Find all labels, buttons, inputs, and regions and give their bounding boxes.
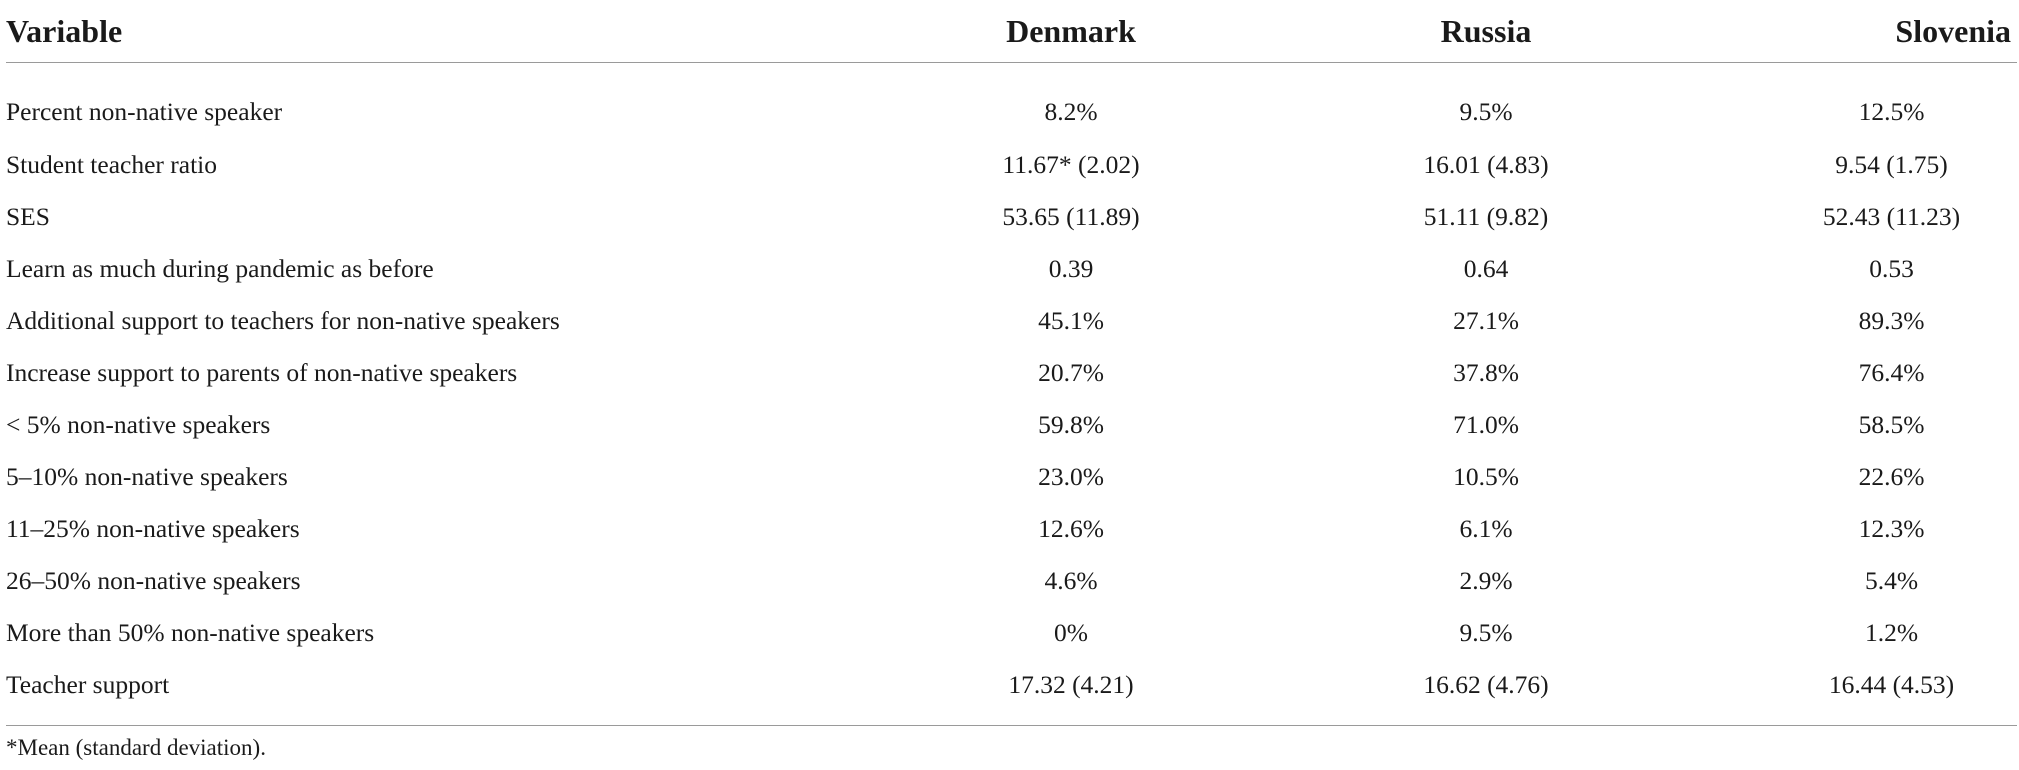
- table-footnote: *Mean (standard deviation).: [6, 735, 266, 760]
- cell-denmark: 11.67* (2.02): [1002, 150, 1140, 179]
- table-row: [6, 451, 2017, 503]
- cell-russia: 0.64: [1463, 254, 1509, 283]
- cell-denmark: 0%: [1054, 618, 1088, 647]
- table-body: [6, 63, 2017, 726]
- cell-russia: 2.9%: [1459, 566, 1513, 595]
- table-row: [6, 555, 2017, 607]
- cell-variable: Additional support to teachers for non-native speakers: [6, 306, 560, 335]
- cell-russia: 16.01 (4.83): [1423, 150, 1549, 179]
- cell-slovenia: 0.53: [1869, 254, 1914, 283]
- cell-variable: Student teacher ratio: [6, 150, 217, 179]
- cell-slovenia: 52.43 (11.23): [1822, 202, 1961, 231]
- cell-variable: 11–25% non-native speakers: [6, 514, 300, 543]
- header-row: [6, 0, 2017, 63]
- cell-variable: 5–10% non-native speakers: [6, 462, 288, 491]
- cell-denmark: 59.8%: [1038, 410, 1104, 439]
- cell-slovenia: 58.5%: [1858, 410, 1925, 439]
- cell-slovenia: 1.2%: [1864, 618, 1919, 647]
- table-row: [6, 399, 2017, 451]
- cell-slovenia: 22.6%: [1858, 462, 1925, 491]
- table-row: [6, 607, 2017, 659]
- cell-russia: 6.1%: [1459, 514, 1513, 543]
- cell-denmark: 8.2%: [1044, 97, 1098, 126]
- cell-russia: 51.11 (9.82): [1423, 202, 1549, 231]
- cell-variable: Learn as much during pandemic as before: [6, 254, 434, 283]
- column-header-russia: Russia: [1206, 0, 1706, 63]
- cell-denmark: 20.7%: [1038, 358, 1104, 387]
- cell-russia: 71.0%: [1453, 410, 1519, 439]
- cell-slovenia: 12.3%: [1858, 514, 1925, 543]
- cell-denmark: 4.6%: [1044, 566, 1098, 595]
- cell-russia: 9.5%: [1459, 618, 1513, 647]
- table-header: [6, 0, 2017, 63]
- data-table: [6, 0, 2017, 726]
- cell-denmark: 17.32 (4.21): [896, 659, 1206, 726]
- cell-denmark: 45.1%: [1038, 306, 1104, 335]
- table-row: [6, 659, 2017, 726]
- cell-russia: 27.1%: [1453, 306, 1519, 335]
- column-header-slovenia: Slovenia: [1706, 0, 2017, 63]
- cell-denmark: 12.6%: [1038, 514, 1104, 543]
- cell-russia: 10.5%: [1453, 462, 1519, 491]
- cell-variable: < 5% non-native speakers: [6, 410, 271, 439]
- cell-russia: 16.62 (4.76): [1206, 659, 1706, 726]
- cell-denmark: 23.0%: [1038, 462, 1104, 491]
- cell-denmark: 53.65 (11.89): [1002, 202, 1140, 231]
- cell-slovenia: 89.3%: [1858, 306, 1925, 335]
- cell-variable: Teacher support: [6, 659, 896, 726]
- table-row: [6, 63, 2017, 140]
- cell-slovenia: 12.5%: [1858, 97, 1925, 126]
- table-row: [6, 139, 2017, 191]
- cell-variable: 26–50% non-native speakers: [6, 566, 301, 595]
- table-row: [6, 191, 2017, 243]
- cell-variable: Increase support to parents of non-native speakers: [6, 358, 518, 387]
- table-row: [6, 243, 2017, 295]
- cell-russia: 37.8%: [1453, 358, 1519, 387]
- cell-denmark: 0.39: [1048, 254, 1094, 283]
- column-header-variable: Variable: [6, 0, 896, 63]
- cell-variable: More than 50% non-native speakers: [6, 618, 375, 647]
- cell-variable: SES: [6, 202, 50, 231]
- table-row: [6, 503, 2017, 555]
- column-header-denmark: Denmark: [896, 0, 1206, 63]
- cell-slovenia: 9.54 (1.75): [1835, 150, 1948, 179]
- table-row: [6, 347, 2017, 399]
- table-row: [6, 295, 2017, 347]
- cell-slovenia: 16.44 (4.53): [1706, 659, 2017, 726]
- cell-slovenia: 76.4%: [1858, 358, 1925, 387]
- cell-russia: 9.5%: [1459, 97, 1513, 126]
- cell-slovenia: 5.4%: [1864, 566, 1919, 595]
- data-table-container: [6, 0, 2017, 726]
- cell-variable: Percent non-native speaker: [6, 97, 283, 126]
